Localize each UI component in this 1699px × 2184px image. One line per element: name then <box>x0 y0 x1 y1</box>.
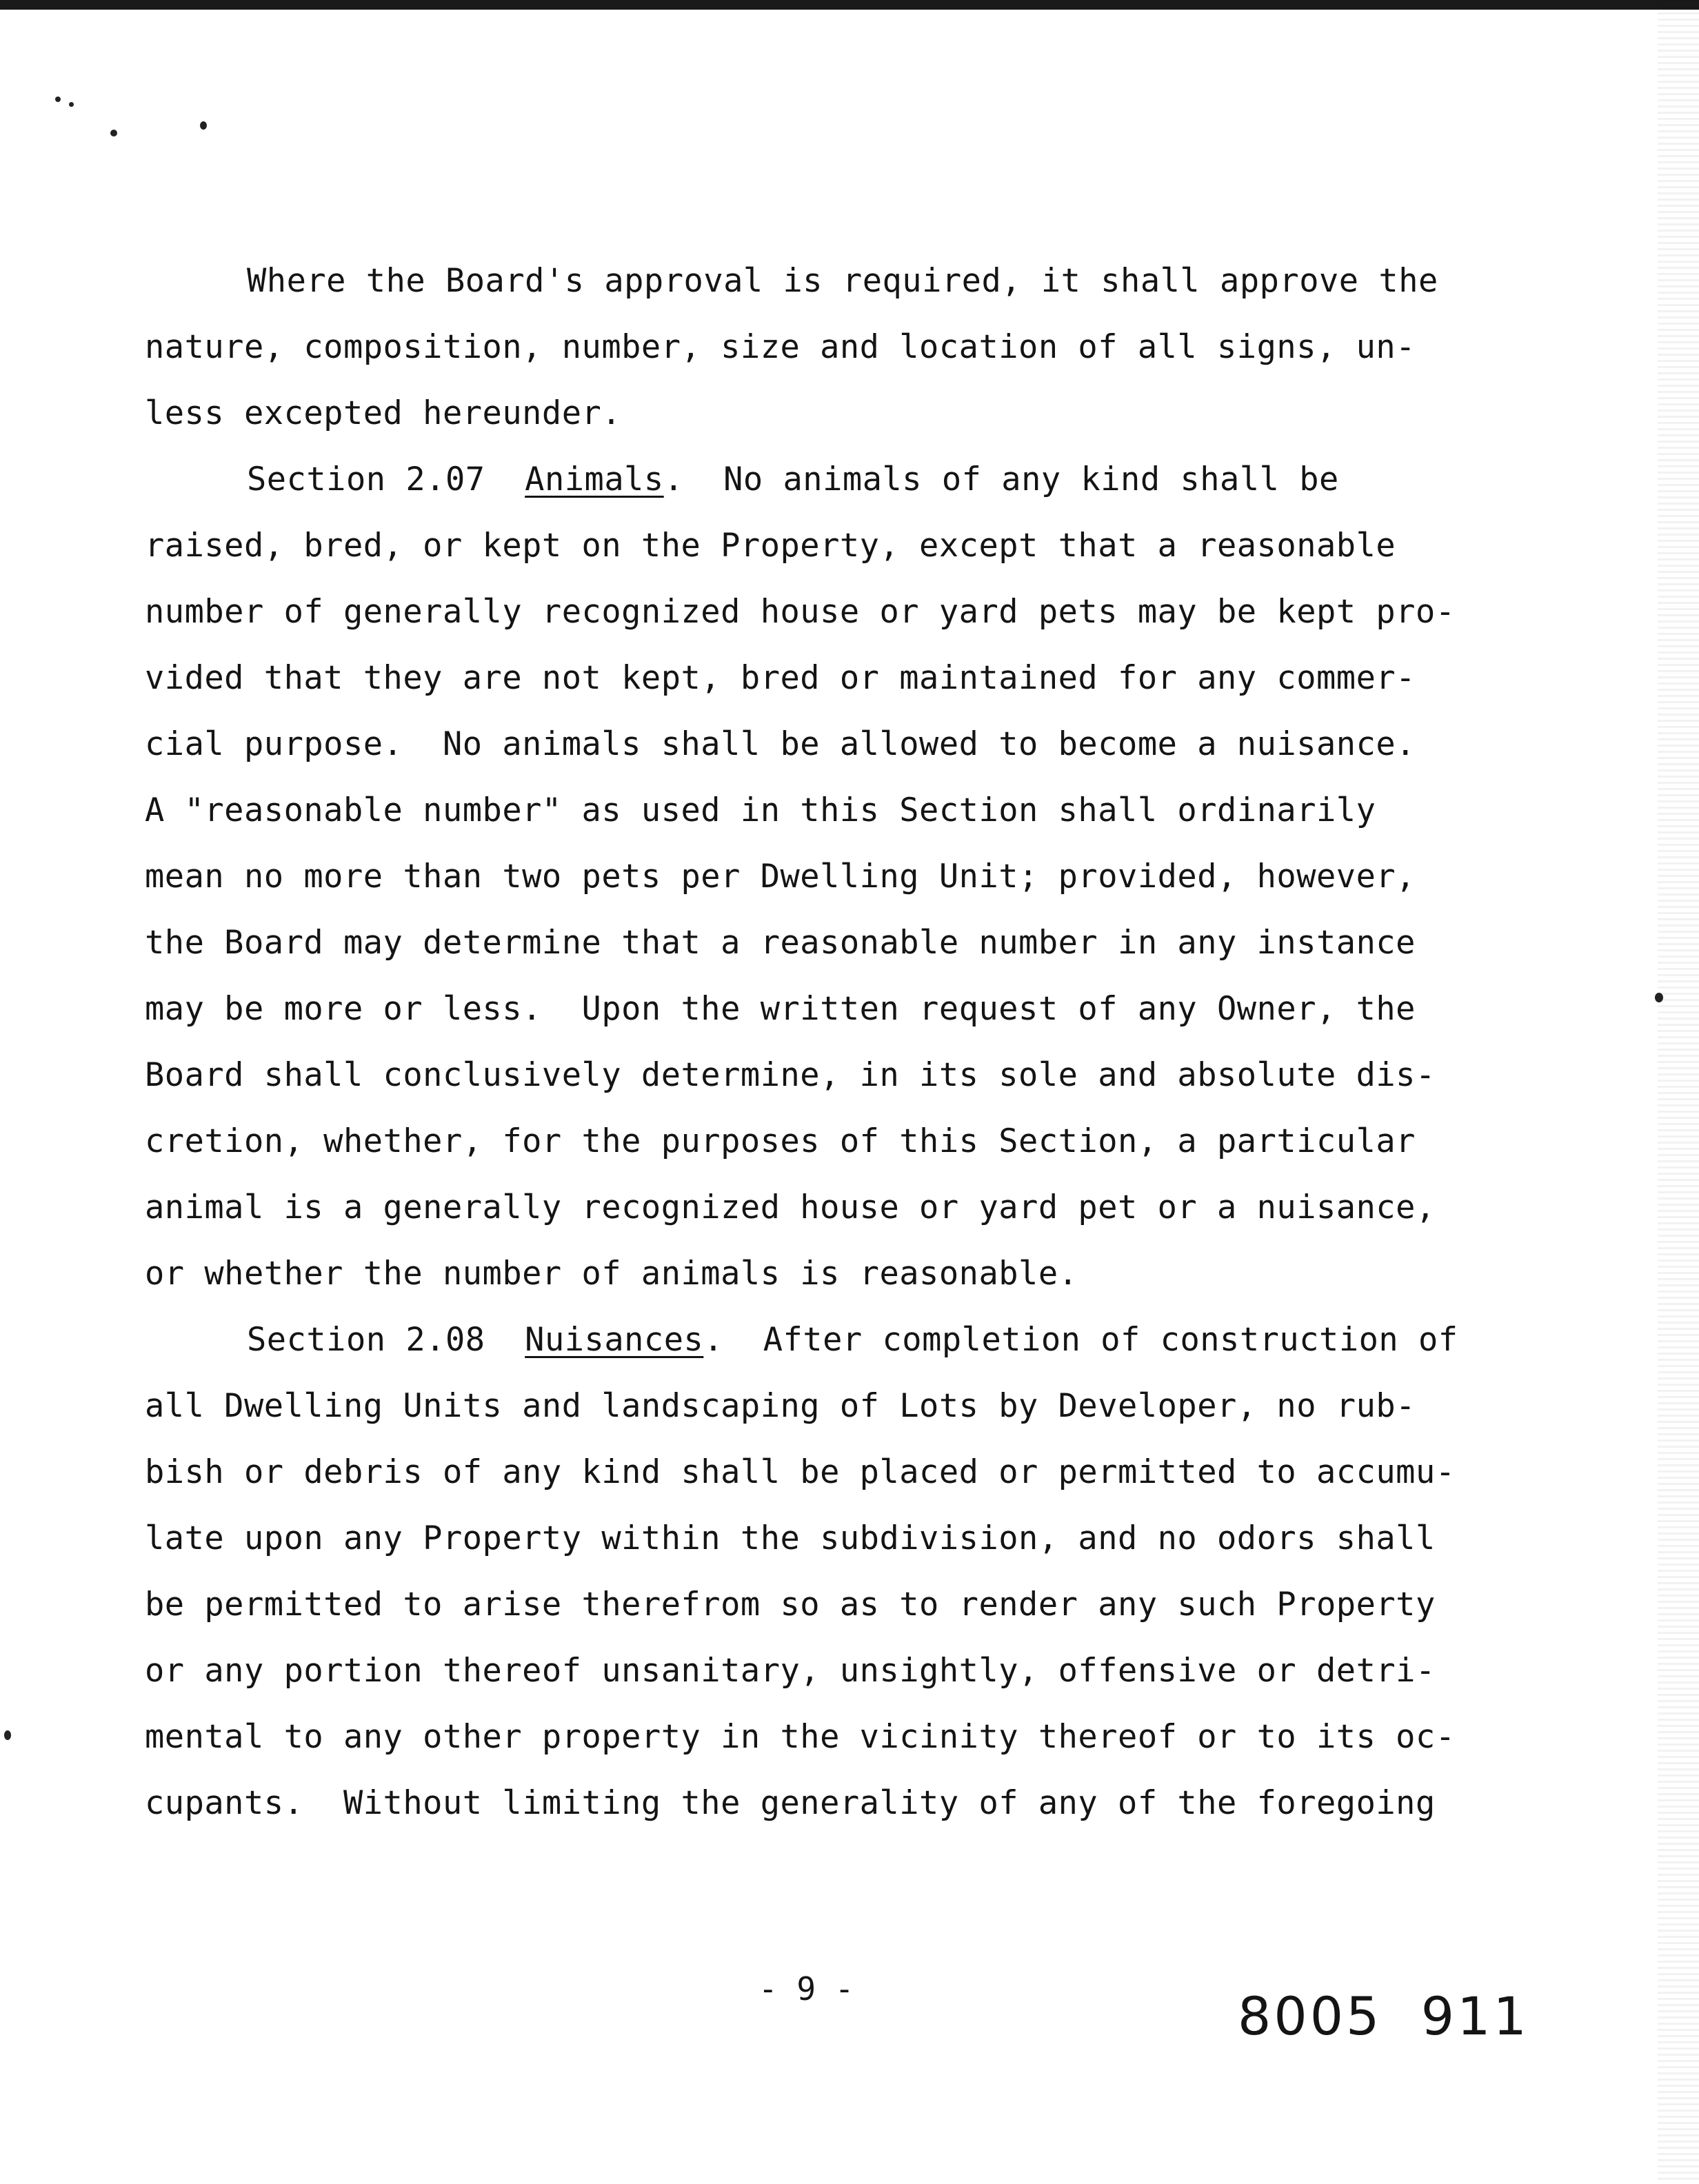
text-line: mean no more than two pets per Dwelling Unit; provided, however, <box>145 858 1416 896</box>
text-line: mental to any other property in the vicinity thereof or to its oc- <box>145 1718 1456 1756</box>
text-line: animal is a generally recognized house or yard pet or a nuisance, <box>145 1189 1436 1226</box>
text-line: Board shall conclusively determine, in its sole and absolute dis- <box>145 1056 1436 1094</box>
document-body <box>145 248 1496 1837</box>
scan-speck <box>55 97 61 102</box>
text-line: cial purpose. No animals shall be allowed to become a nuisance. <box>145 725 1416 763</box>
text-line: late upon any Property within the subdivision, and no odors shall <box>145 1519 1436 1557</box>
text-line: or whether the number of animals is reasonable. <box>145 1255 1078 1293</box>
scan-border-top <box>0 0 1699 10</box>
scan-border-right <box>1658 0 1699 2184</box>
text-line: be permitted to arise therefrom so as to render any such Property <box>145 1586 1436 1624</box>
text-line: nature, composition, number, size and location of all signs, un- <box>145 328 1416 366</box>
text-line: raised, bred, or kept on the Property, except that a reasonable <box>145 527 1396 565</box>
text-line: all Dwelling Units and landscaping of Lots by Developer, no rub- <box>145 1387 1416 1425</box>
scan-speck <box>69 102 74 107</box>
text-line: less excepted hereunder. <box>145 394 622 432</box>
text-fragment: After completion of construction of <box>763 1321 1458 1359</box>
text-line: may be more or less. Upon the written request of any Owner, the <box>145 990 1416 1028</box>
text-line: or any portion thereof unsanitary, unsightly, offensive or detri- <box>145 1652 1436 1690</box>
text-line: cupants. Without limiting the generality of any of the foregoing <box>145 1784 1436 1822</box>
section-title-nuisances: Nuisances <box>525 1321 704 1359</box>
text-fragment: No animals of any kind shall be <box>723 461 1339 498</box>
scan-speck <box>200 121 207 130</box>
text-line: vided that they are not kept, bred or maintained for any commer- <box>145 659 1416 697</box>
scan-speck <box>110 130 117 136</box>
section-2-07-heading-line: Section 2.07 Animals. No animals of any kind shall be <box>247 461 1339 498</box>
text-line: the Board may determine that a reasonable number in any instance <box>145 924 1416 962</box>
section-title-animals: Animals <box>525 461 664 498</box>
text-line: number of generally recognized house or yard pets may be kept pro- <box>145 593 1456 631</box>
text-line: cretion, whether, for the purposes of this Section, a particular <box>145 1122 1416 1160</box>
text-line: bish or debris of any kind shall be placed or permitted to accumu- <box>145 1453 1456 1491</box>
text-line: Where the Board's approval is required, it shall approve the <box>247 262 1438 300</box>
section-number: Section 2.08 <box>247 1321 485 1359</box>
scan-speck <box>4 1730 11 1740</box>
section-number: Section 2.07 <box>247 461 485 498</box>
scan-speck <box>1655 993 1663 1002</box>
document-code: 8005 911 <box>1238 1985 1529 2047</box>
section-2-08-heading-line: Section 2.08 Nuisances. After completion of construction of <box>247 1321 1458 1359</box>
text-line: A "reasonable number" as used in this Section shall ordinarily <box>145 791 1376 829</box>
page-number: - 9 - <box>758 1970 854 2008</box>
